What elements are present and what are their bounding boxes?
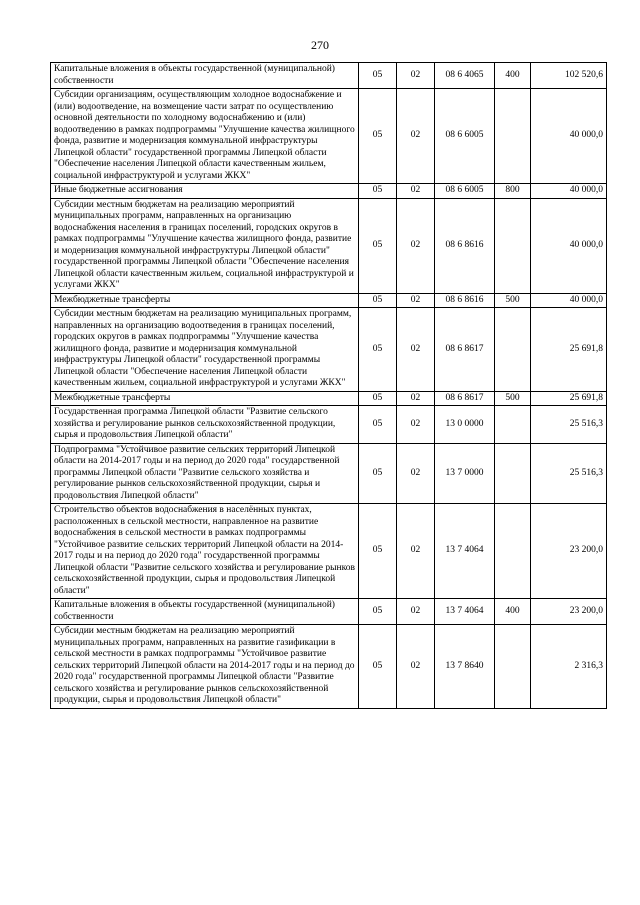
row-subsection-cell: 02 — [397, 391, 435, 406]
row-name-cell: Государственная программа Липецкой области "Развитие сельского хозяйства и регулирование рынков сельскохозяйственной продукции, сырья и продовольствия Липецкой области" — [51, 406, 359, 444]
row-section-cell: 05 — [359, 89, 397, 184]
budget-table — [50, 62, 607, 709]
row-name-cell: Строительство объектов водоснабжения в населённых пунктах, расположенных в сельской местности, направленное на развитие водоснабжения в сельской местности в рамках подпрограммы "Устойчивое развитие сельских территорий Липецкой области на 2014-2017 годы и на период до 2020 года" государственной программы Липецкой области "Развитие сельского хозяйства и регулирование рынков сельскохозяйственной продукции, сырья и продовольствия Липецкой области" — [51, 504, 359, 599]
row-amount-cell: 40 000,0 — [531, 184, 607, 199]
row-subsection-cell: 02 — [397, 625, 435, 709]
row-expense-type-cell: 400 — [495, 599, 531, 625]
row-amount-cell: 25 516,3 — [531, 406, 607, 444]
row-target-article-cell: 08 6 8617 — [435, 308, 495, 392]
row-target-article-cell: 08 6 8617 — [435, 391, 495, 406]
row-name-cell: Субсидии местным бюджетам на реализацию мероприятий муниципальных программ, направленных на организацию водоснабжения населения в границах поселений, городских округов в рамках подпрограммы "Улучшение качества жилищного фонда, развитие и модернизация коммунальной инфраструктуры Липецкой области" государственной программы Липецкой области "Обеспечение населения Липецкой области качественным жильем, социальной инфраструктурой и услугами ЖКХ" — [51, 198, 359, 293]
row-amount-cell: 23 200,0 — [531, 599, 607, 625]
row-amount-cell: 40 000,0 — [531, 198, 607, 293]
row-target-article-cell: 08 6 8616 — [435, 198, 495, 293]
row-section-cell: 05 — [359, 198, 397, 293]
row-target-article-cell: 08 6 8616 — [435, 293, 495, 308]
row-subsection-cell: 02 — [397, 293, 435, 308]
page-number: 270 — [311, 38, 329, 52]
table-row — [51, 625, 607, 709]
row-subsection-cell: 02 — [397, 504, 435, 599]
table-row — [51, 293, 607, 308]
row-amount-cell: 23 200,0 — [531, 504, 607, 599]
row-amount-cell: 40 000,0 — [531, 89, 607, 184]
row-name-cell: Субсидии местным бюджетам на реализацию мероприятий муниципальных программ, направленных на развитие газификации в сельской местности в рамках подпрограммы "Устойчивое развитие сельских территорий Липецкой области на 2014-2017 годы и на период до 2020 года" государственной программы Липецкой области "Развитие сельского хозяйства и регулирование рынков сельскохозяйственной продукции, сырья и продовольствия Липецкой области" — [51, 625, 359, 709]
row-amount-cell: 25 691,8 — [531, 308, 607, 392]
row-target-article-cell: 13 7 4064 — [435, 504, 495, 599]
table-row — [51, 504, 607, 599]
row-expense-type-cell: 500 — [495, 293, 531, 308]
row-subsection-cell: 02 — [397, 63, 435, 89]
row-amount-cell: 40 000,0 — [531, 293, 607, 308]
row-expense-type-cell — [495, 308, 531, 392]
row-target-article-cell: 13 7 0000 — [435, 443, 495, 504]
budget-table-body — [51, 63, 607, 709]
row-target-article-cell: 13 0 0000 — [435, 406, 495, 444]
row-section-cell: 05 — [359, 625, 397, 709]
row-section-cell: 05 — [359, 308, 397, 392]
row-name-cell: Субсидии местным бюджетам на реализацию муниципальных программ, направленных на организацию водоотведения в границах поселений, городских округов в рамках подпрограммы "Улучшение качества жилищного фонда, развитие и модернизация коммунальной инфраструктуры Липецкой области" государственной программы Липецкой области "Обеспечение населения Липецкой области качественным жильем, социальной инфраструктурой и услугами ЖКХ" — [51, 308, 359, 392]
row-expense-type-cell — [495, 89, 531, 184]
table-row — [51, 63, 607, 89]
row-name-cell: Капитальные вложения в объекты государственной (муниципальной) собственности — [51, 599, 359, 625]
table-row — [51, 391, 607, 406]
row-amount-cell: 2 316,3 — [531, 625, 607, 709]
row-amount-cell: 25 516,3 — [531, 443, 607, 504]
row-subsection-cell: 02 — [397, 599, 435, 625]
row-expense-type-cell — [495, 198, 531, 293]
row-amount-cell: 25 691,8 — [531, 391, 607, 406]
row-section-cell: 05 — [359, 443, 397, 504]
row-name-cell: Субсидии организациям, осуществляющим холодное водоснабжение и (или) водоотведение, на возмещение части затрат по осуществлению основной деятельности по холодному водоснабжению и (или) водоотведению в рамках подпрограммы "Улучшение качества жилищного фонда, развитие и модернизация коммунальной инфраструктуры Липецкой области" государственной программы Липецкой области "Обеспечение населения Липецкой области качественным жильем, социальной инфраструктурой и услугами ЖКХ" — [51, 89, 359, 184]
row-name-cell: Межбюджетные трансферты — [51, 293, 359, 308]
row-section-cell: 05 — [359, 293, 397, 308]
row-expense-type-cell — [495, 406, 531, 444]
row-name-cell: Иные бюджетные ассигнования — [51, 184, 359, 199]
row-name-cell: Капитальные вложения в объекты государственной (муниципальной) собственности — [51, 63, 359, 89]
row-name-cell: Подпрограмма "Устойчивое развитие сельских территорий Липецкой области на 2014-2017 годы и на период до 2020 года" государственной программы Липецкой области "Развитие сельского хозяйства и регулирование рынков сельскохозяйственной продукции, сырья и продовольствия Липецкой области" — [51, 443, 359, 504]
table-row — [51, 184, 607, 199]
row-section-cell: 05 — [359, 63, 397, 89]
row-expense-type-cell: 800 — [495, 184, 531, 199]
table-row — [51, 599, 607, 625]
row-subsection-cell: 02 — [397, 184, 435, 199]
row-target-article-cell: 13 7 8640 — [435, 625, 495, 709]
table-row — [51, 198, 607, 293]
row-expense-type-cell — [495, 443, 531, 504]
row-expense-type-cell: 400 — [495, 63, 531, 89]
row-section-cell: 05 — [359, 504, 397, 599]
row-section-cell: 05 — [359, 184, 397, 199]
row-name-cell: Межбюджетные трансферты — [51, 391, 359, 406]
row-expense-type-cell: 500 — [495, 391, 531, 406]
row-target-article-cell: 08 6 6005 — [435, 89, 495, 184]
row-subsection-cell: 02 — [397, 198, 435, 293]
row-target-article-cell: 08 6 6005 — [435, 184, 495, 199]
table-row — [51, 308, 607, 392]
row-subsection-cell: 02 — [397, 406, 435, 444]
row-section-cell: 05 — [359, 391, 397, 406]
row-section-cell: 05 — [359, 406, 397, 444]
row-target-article-cell: 08 6 4065 — [435, 63, 495, 89]
row-expense-type-cell — [495, 625, 531, 709]
row-expense-type-cell — [495, 504, 531, 599]
row-section-cell: 05 — [359, 599, 397, 625]
table-row — [51, 406, 607, 444]
table-row — [51, 443, 607, 504]
row-target-article-cell: 13 7 4064 — [435, 599, 495, 625]
row-subsection-cell: 02 — [397, 89, 435, 184]
table-row — [51, 89, 607, 184]
row-subsection-cell: 02 — [397, 443, 435, 504]
row-amount-cell: 102 520,6 — [531, 63, 607, 89]
row-subsection-cell: 02 — [397, 308, 435, 392]
